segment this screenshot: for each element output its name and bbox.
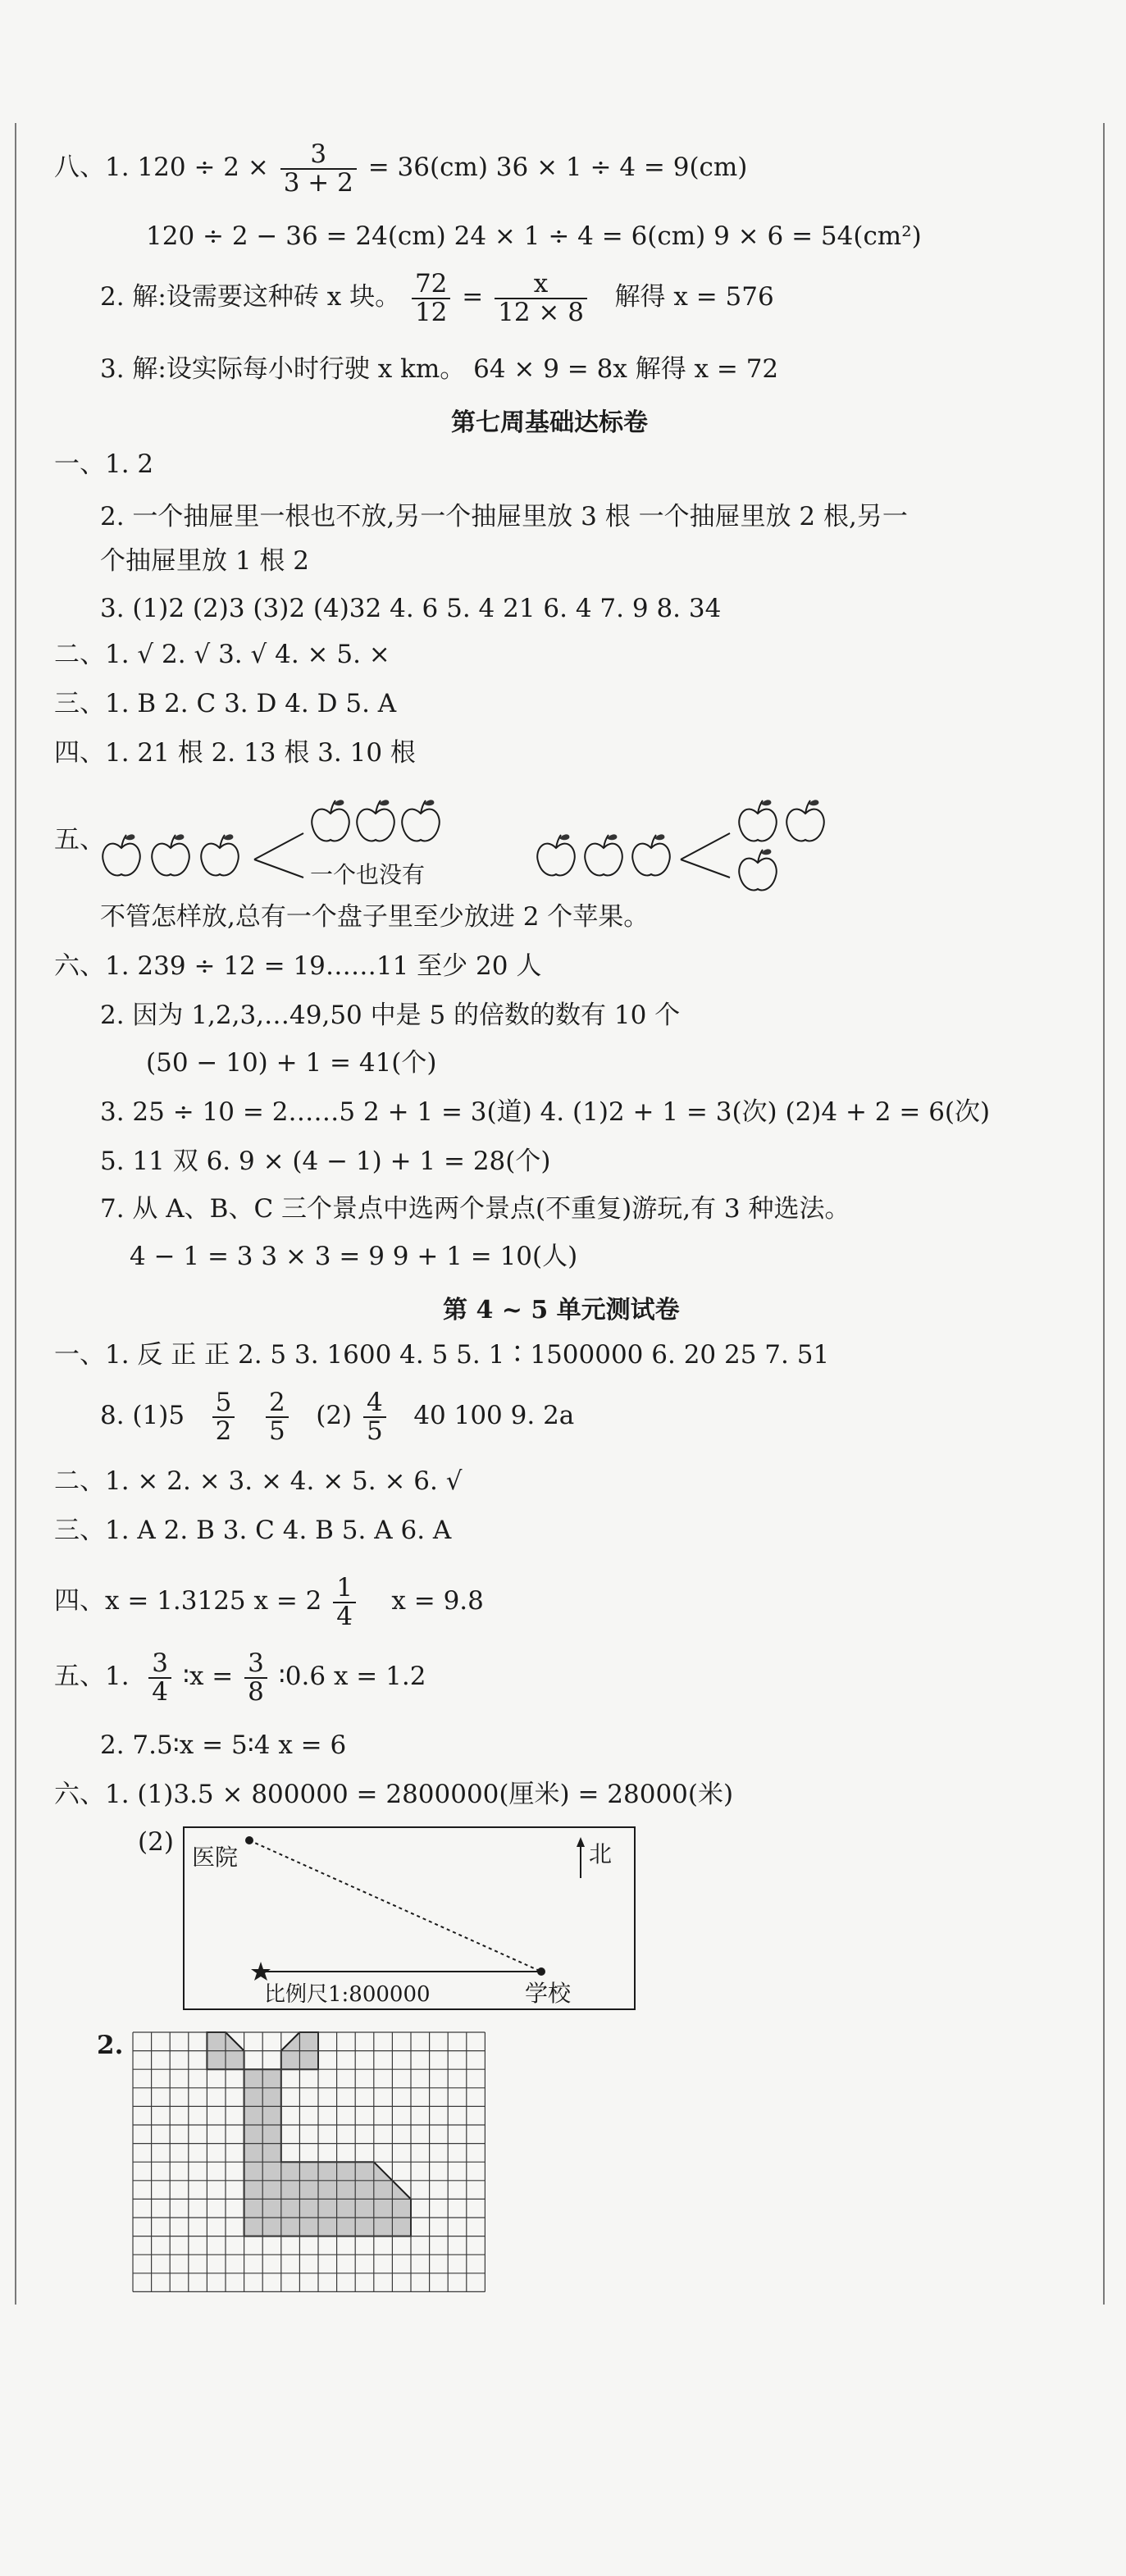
unit45-line-5	[54, 1575, 484, 1630]
sec8-q1-line2: 120 ÷ 2 − 36 = 24(cm) 24 × 1 ÷ 4 = 6(cm) 9 × 6 = 54(cm²)	[146, 221, 922, 251]
week7-line-12: (50 − 10) + 1 = 41(个)	[146, 1048, 437, 1078]
apple-icon	[786, 800, 824, 841]
apple-icon	[357, 800, 394, 841]
unit45-line-9: (2)	[138, 1827, 174, 1857]
apple-icon	[152, 834, 189, 875]
sec8-q2	[100, 271, 774, 326]
star-icon	[251, 1962, 271, 1981]
week7-line-1: 一、1. 2	[54, 449, 154, 479]
q5-text-b: ∶x =	[182, 1662, 234, 1692]
hospital-label: 医院	[192, 1844, 239, 1871]
apple-icon	[103, 834, 140, 875]
week7-line-6: 三、1. B 2. C 3. D 4. D 5. A	[54, 689, 397, 718]
apple-icon	[537, 834, 575, 875]
north-arrow-icon	[577, 1837, 585, 1847]
unit45-line-10: 2.	[97, 2031, 124, 2060]
week7-title: 第七周基础达标卷	[451, 408, 648, 437]
q4-text-a: 四、x = 1.3125 x = 2	[54, 1586, 322, 1616]
left-margin-line	[15, 123, 16, 2305]
week7-line-7: 四、1. 21 根 2. 13 根 3. 10 根	[54, 738, 416, 768]
week7-line-8-label: 五、	[54, 825, 105, 855]
unit45-line-1: 一、1. 反 正 正 2. 5 3. 1600 4. 5 5. 1∶1500000 6. 20 25 7. 51	[54, 1340, 830, 1370]
unit45-line-4: 三、1. A 2. B 3. C 4. B 5. A 6. A	[54, 1516, 452, 1545]
right-margin-line	[1103, 123, 1105, 2305]
q8-text-c: 40 100 9. 2a	[413, 1401, 575, 1431]
q2-text-b: 解得 x = 576	[614, 282, 774, 312]
shaded-body	[244, 2069, 411, 2236]
fraction: $\frac{5}{2}$	[212, 1389, 235, 1444]
school-label: 学校	[525, 1980, 572, 2007]
week7-line-5: 二、1. √ 2. √ 3. √ 4. × 5. ×	[54, 640, 390, 669]
unit45-line-7: 2. 7.5∶x = 5∶4 x = 6	[100, 1730, 347, 1760]
unit45-line-2	[100, 1389, 574, 1444]
unit45-line-8: 六、1. (1)3.5 × 800000 = 2800000(厘米) = 28000(米)	[54, 1780, 734, 1809]
week7-line-16: 4 − 1 = 3 3 × 3 = 9 9 + 1 = 10(人)	[130, 1242, 578, 1271]
no-apple-note: 一个也没有	[310, 861, 426, 888]
apple-icon	[585, 834, 622, 875]
north-label: 北	[589, 1840, 613, 1867]
week7-line-9: 不管怎样放,总有一个盘子里至少放进 2 个苹果。	[100, 902, 650, 932]
q5-text-a: 五、1.	[54, 1662, 130, 1692]
q2-text-a: 2. 解:设需要这种砖 x 块。	[100, 282, 401, 312]
fraction: $\frac{4}{5}$	[363, 1389, 386, 1444]
apple-icon	[632, 834, 670, 875]
fraction: $\frac{3}{8}$	[244, 1650, 267, 1705]
sec8-q1	[54, 141, 747, 196]
week7-line-2: 2. 一个抽屉里一根也不放,另一个抽屉里放 3 根 一个抽屉里放 2 根,另一	[100, 502, 908, 531]
scale-label: 比例尺1:800000	[264, 1982, 431, 2007]
unit45-line-3: 二、1. × 2. × 3. × 4. × 5. × 6. √	[54, 1466, 463, 1496]
fraction: $\frac{3}{4}$	[148, 1650, 171, 1705]
week7-line-13: 3. 25 ÷ 10 = 2……5 2 + 1 = 3(道) 4. (1)2 + 1 = 3(次) (2)4 + 2 = 6(次)	[100, 1097, 991, 1127]
week7-line-4: 3. (1)2 (2)3 (3)2 (4)32 4. 6 5. 4 21 6. 4 7. 9 8. 34	[100, 594, 722, 623]
week7-line-3: 个抽屉里放 1 根 2	[100, 546, 310, 576]
fraction: $\frac{3}{3 + 2}$	[280, 141, 357, 196]
fraction: $\frac{x}{12 \times 8}$	[495, 271, 587, 326]
week7-line-15: 7. 从 A、B、C 三个景点中选两个景点(不重复)游玩,有 3 种选法。	[100, 1194, 850, 1224]
week7-line-11: 2. 因为 1,2,3,…49,50 中是 5 的倍数的数有 10 个	[100, 1001, 681, 1030]
q1-text-a: 八、1. 120 ÷ 2 ×	[54, 153, 269, 183]
scale-map	[182, 1826, 638, 2013]
q5-text-c: ∶0.6 x = 1.2	[278, 1662, 426, 1692]
fraction: $\frac{2}{5}$	[266, 1389, 289, 1444]
fraction: $\frac{1}{4}$	[333, 1575, 356, 1630]
q4-text-b: x = 9.8	[391, 1586, 484, 1616]
q8-text-a: 8. (1)5	[100, 1401, 185, 1431]
sec8-q3: 3. 解:设实际每小时行驶 x km。 64 × 9 = 8x 解得 x = 72	[100, 354, 779, 384]
apples-figure	[98, 777, 853, 892]
week7-line-10: 六、1. 239 ÷ 12 = 19……11 至少 20 人	[54, 951, 542, 981]
grid-figure	[131, 2031, 500, 2301]
unit45-title: 第 4 ~ 5 单元测试卷	[443, 1296, 680, 1324]
equals-sign: =	[462, 282, 484, 312]
fraction: $\frac{72}{12}$	[412, 271, 450, 326]
apple-icon	[312, 800, 349, 841]
week7-line-14: 5. 11 双 6. 9 × (4 − 1) + 1 = 28(个)	[100, 1147, 551, 1176]
q8-text-b: (2)	[316, 1401, 353, 1431]
apple-icon	[739, 849, 777, 890]
apple-icon	[201, 834, 239, 875]
q1-text-b: = 36(cm) 36 × 1 ÷ 4 = 9(cm)	[367, 153, 748, 183]
apple-icon	[402, 800, 440, 841]
unit45-line-6	[54, 1650, 426, 1705]
apple-icon	[739, 800, 777, 841]
